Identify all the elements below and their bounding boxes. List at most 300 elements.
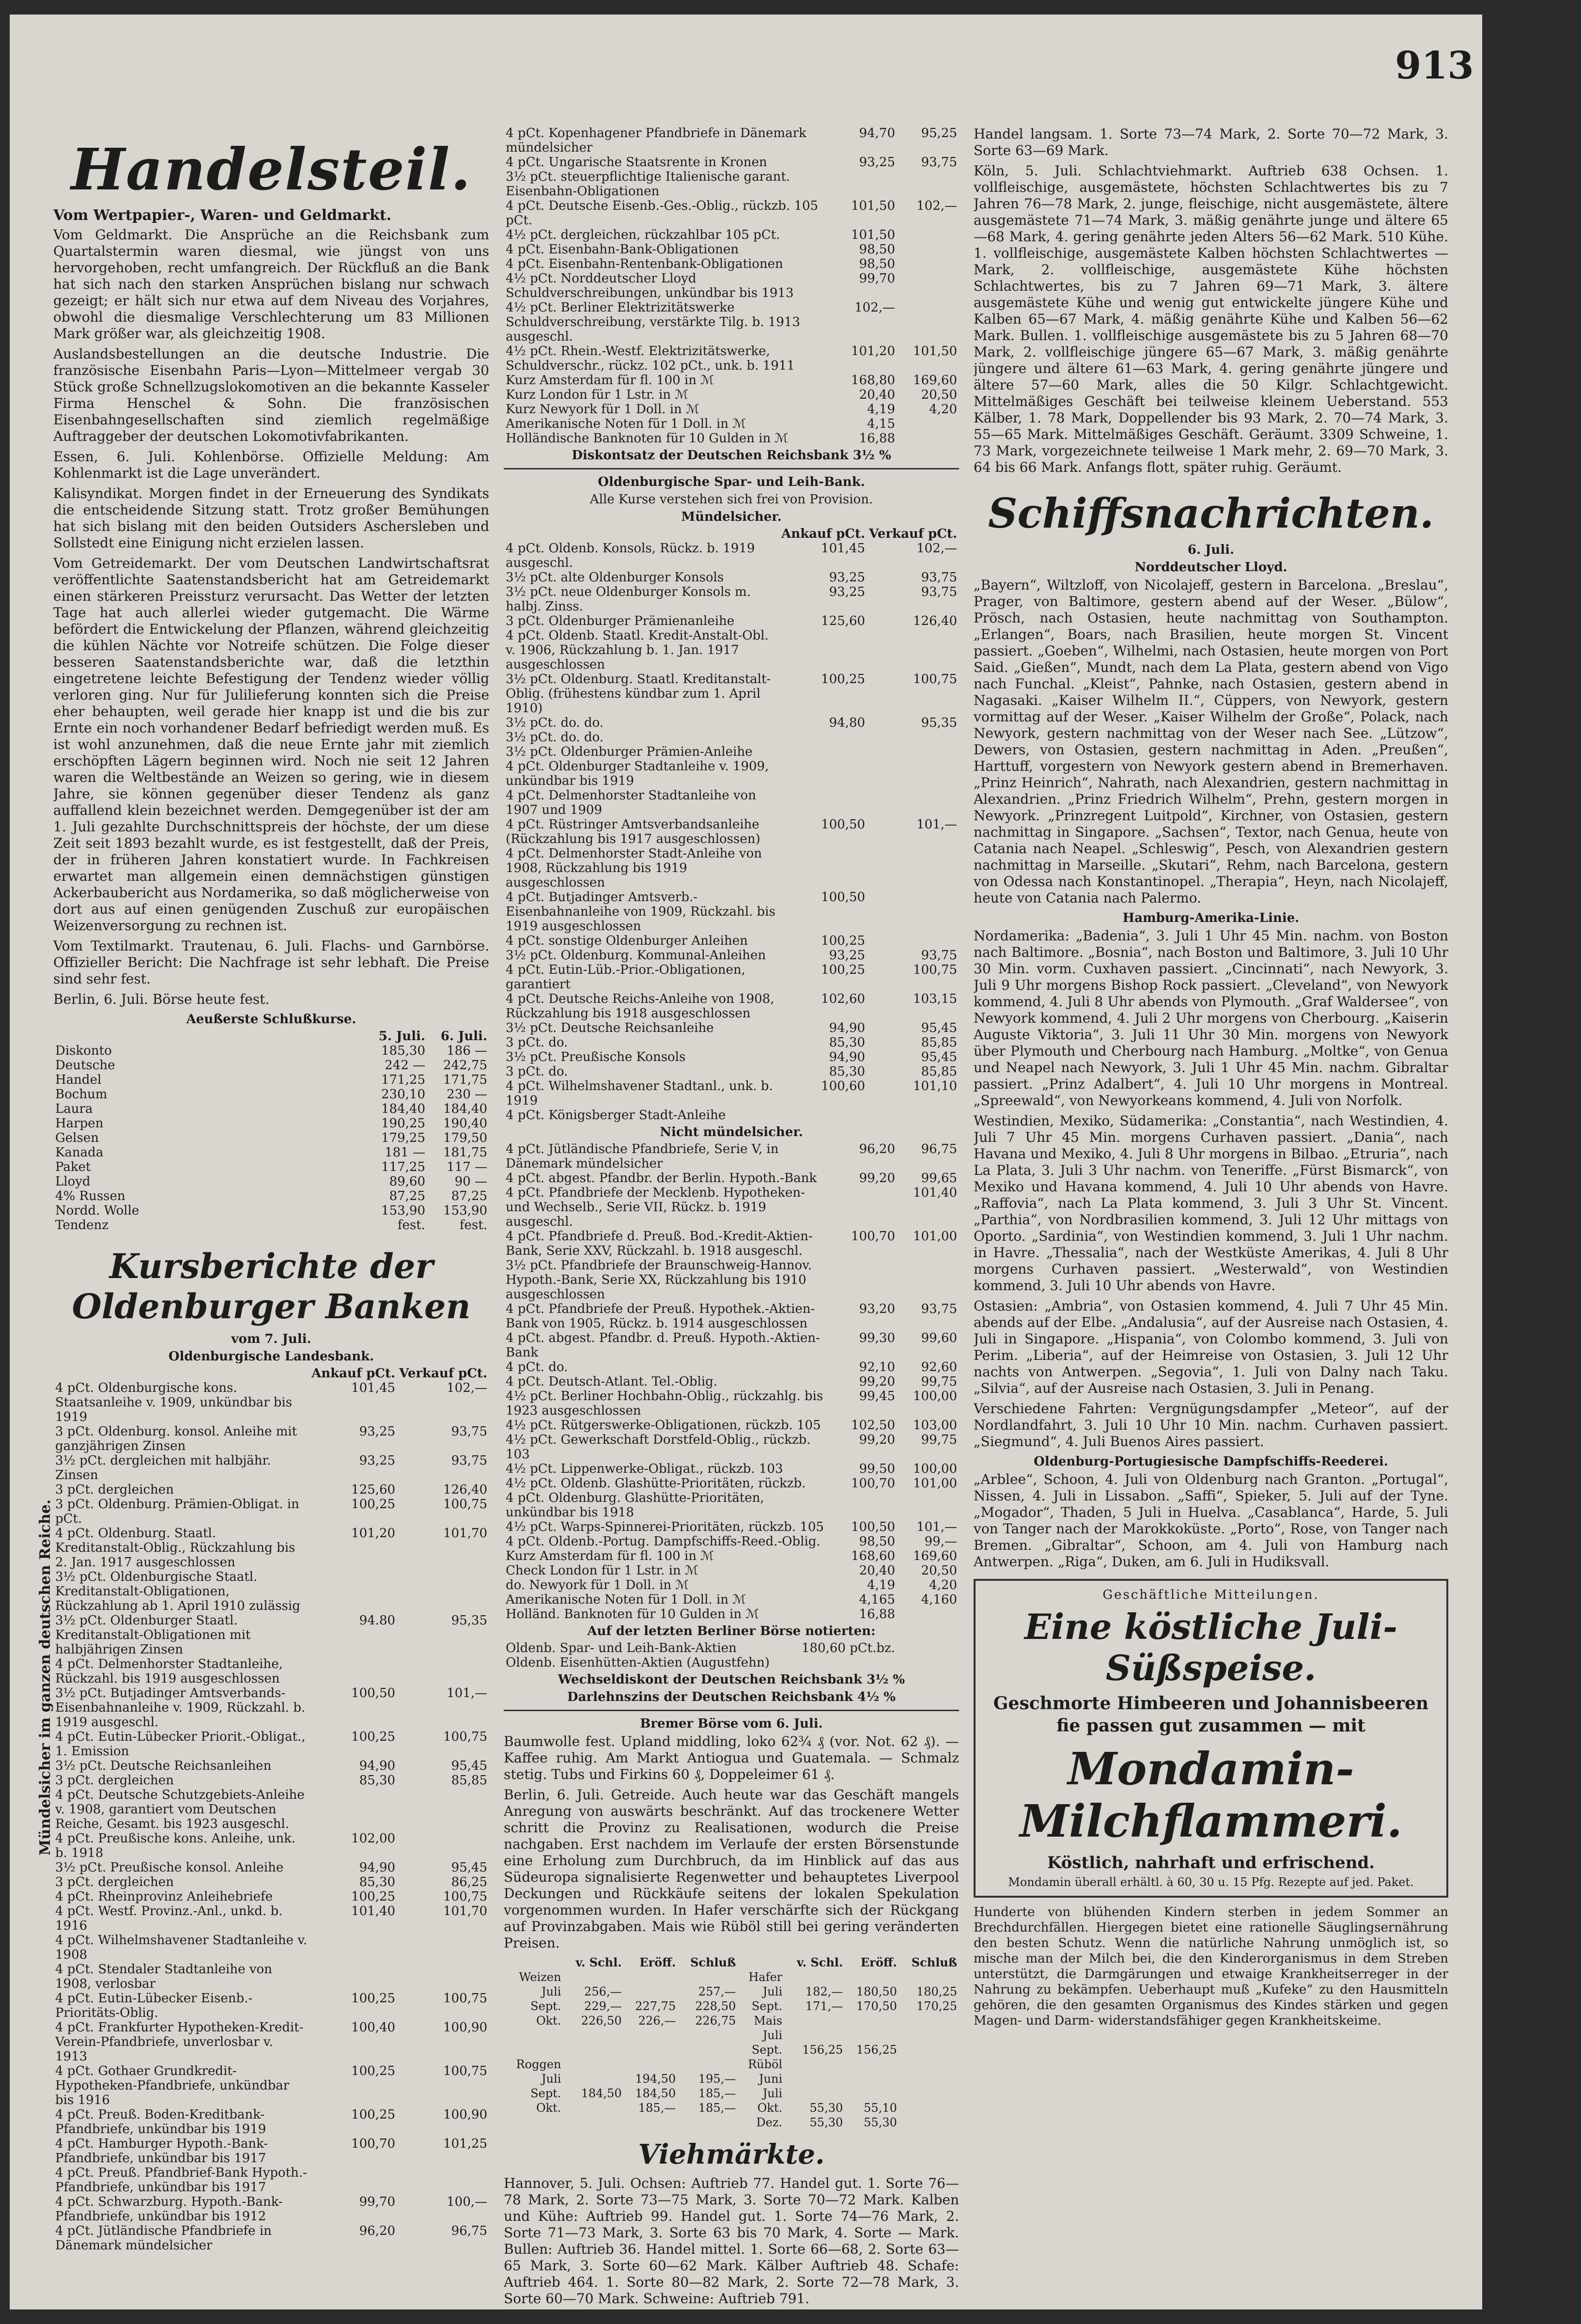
table-cell: 4½ pCt. Lippenwerke-Obligat., rückzb. 103	[506, 1462, 783, 1476]
table-cell: 93,25	[359, 1424, 396, 1439]
table-cell: 85,30	[829, 1035, 866, 1050]
table-cell: 4,20	[929, 1578, 957, 1592]
table-cell	[899, 2013, 959, 2028]
table-row	[504, 1035, 959, 1050]
berliner-boerse-note: Auf der letzten Berliner Börse notierten:	[587, 1624, 876, 1638]
table-cell	[867, 788, 959, 817]
table-cell: 153,90	[443, 1203, 487, 1218]
table-cell: 16,88	[859, 1607, 895, 1622]
table-row	[504, 948, 959, 963]
table-cell: 102,50	[851, 1418, 895, 1433]
table-cell: 100,75	[443, 1730, 487, 1744]
table-row	[504, 541, 959, 570]
table-cell: 4 pCt. Ungarische Staatsrente in Kronen	[506, 155, 767, 170]
table-row	[504, 1229, 959, 1258]
table-cell: 93,75	[451, 1424, 487, 1439]
header-cell: 6. Juli.	[440, 1029, 487, 1044]
table-cell: 4 pCt. Rheinprovinz Anleihebriefe	[55, 1889, 273, 1904]
table-cell: 4 pCt. Preuß. Pfandbrief-Bank Hypoth.-Pfandbriefe, unkündbar bis 1917	[55, 2166, 307, 2195]
table-cell: 100,70	[851, 1476, 895, 1491]
table-row	[53, 1218, 489, 1232]
table-row	[504, 585, 959, 614]
table-cell: 180,60 pCt.bz.	[801, 1641, 895, 1655]
table-cell	[504, 2115, 563, 2130]
article-paragraph: Kalisyndikat. Morgen findet in der Erneuerung des Syndikats die entscheidende Sitzung statt. Trotz großer Bemühungen hat sich bislang mit den beiden Outsiders Aschersleben und Sollstedt eine Einigung nicht erzielen lassen.	[53, 485, 489, 551]
table-cell: 101,70	[443, 1526, 487, 1541]
table-cell: 4,160	[921, 1592, 957, 1607]
hapag-title: Hamburg-Amerika-Linie.	[1122, 911, 1300, 925]
table-cell: 95,45	[921, 1050, 957, 1064]
header-cell: Ankauf pCt.	[781, 527, 866, 541]
table-cell	[779, 759, 867, 788]
table-cell: Sept.	[751, 2043, 783, 2057]
ad-header: Geschäftliche Mitteilungen.	[1102, 1588, 1319, 1602]
table-cell	[897, 300, 959, 344]
table-cell: 93,75	[921, 155, 957, 170]
table-row	[53, 1102, 489, 1116]
table-cell: Sept.	[530, 2087, 561, 2100]
table-cell: 4 pCt. Butjadinger Amtsverb.-Eisenbahnanleihe von 1909, Rückzahl. bis 1919 ausgeschlossen	[506, 890, 775, 934]
table-cell: fest.	[397, 1218, 425, 1232]
table-cell: Laura	[55, 1102, 93, 1116]
table-row	[53, 1730, 489, 1759]
table-cell: Rüböl	[748, 2058, 783, 2071]
table-cell	[397, 1657, 489, 1686]
table-cell: 4 pCt. Deutsche Reichs-Anleihe von 1908, Rückzahlung bis 1918 ausgeschlossen	[506, 992, 775, 1021]
ad-title: Eine köstliche Juli-Süßspeise.	[1024, 1606, 1397, 1688]
table-cell: 85,30	[829, 1064, 866, 1079]
table-cell: 184,50	[635, 2087, 676, 2100]
table-row	[504, 2086, 959, 2101]
table-row	[53, 1087, 489, 1102]
table-row	[53, 1831, 489, 1860]
table-cell: 100,75	[913, 672, 957, 686]
table-cell: 94,70	[859, 126, 895, 140]
table-row	[504, 963, 959, 992]
table-cell: 20,40	[859, 388, 895, 402]
table-cell: 95,35	[451, 1613, 487, 1628]
table-cell: 4 pCt. do.	[506, 1360, 568, 1374]
table-cell	[784, 2072, 845, 2086]
table-cell	[678, 2115, 738, 2130]
table-cell: 4½ pCt. Gewerkschaft Dorstfeld-Oblig., rückzb. 103	[506, 1433, 811, 1462]
table-cell: 3 pCt. Oldenburger Prämienanleihe	[506, 614, 735, 628]
table-cell: 117,25	[381, 1160, 425, 1174]
table-cell: 100,25	[351, 1991, 396, 2006]
aktien-table	[504, 1641, 959, 1670]
table-cell: 85,85	[921, 1064, 957, 1079]
table-cell: 100,60	[821, 1079, 866, 1093]
table-cell	[678, 2043, 738, 2057]
table-cell: 4 pCt. Delmenhorster Stadtanleihe, Rückzahl. bis 1919 ausgeschlossen	[55, 1657, 283, 1686]
table-cell: 4½ pCt. Rütgerswerke-Obligationen, rückzb. 105	[506, 1418, 821, 1433]
table-cell: 101,40	[913, 1185, 957, 1200]
table-cell: 94,90	[829, 1021, 866, 1035]
table-cell: 156,25	[802, 2043, 843, 2057]
table-cell: 227,75	[635, 1999, 676, 2013]
table-row	[504, 992, 959, 1021]
table-row	[53, 1613, 489, 1657]
table-cell: 3 pCt. dergleichen	[55, 1875, 174, 1889]
table-cell: 4 pCt. Hamburger Hypoth.-Bank-Pfandbriefe, unkündbar bis 1917	[55, 2137, 268, 2166]
table-cell: 4 pCt. Oldenburg. Glashütte-Prioritäten, unkündbar bis 1918	[506, 1491, 764, 1520]
table-cell: 4 pCt. Kopenhagener Pfandbriefe in Dänemark mündelsicher	[506, 126, 806, 155]
table-cell: 101,00	[913, 1229, 957, 1244]
table-cell: Juli	[762, 1985, 783, 1998]
table-cell	[897, 1655, 959, 1670]
table-row	[504, 1331, 959, 1360]
table-cell	[897, 431, 959, 446]
table-cell: Paket	[55, 1160, 91, 1174]
table-row	[53, 1131, 489, 1145]
table-cell: 3½ pCt. Oldenburger Staatl. Kreditanstalt-Obligationen mit halbjährigen Zinsen	[55, 1613, 251, 1657]
table-cell: 190,40	[443, 1116, 487, 1131]
table-cell	[899, 2072, 959, 2086]
table-cell: 3½ pCt. Oldenburgische Staatl. Kreditanstalt-Obligationen, Rückzahlung ab 1. April 1910 zulässig	[55, 1570, 300, 1613]
table-cell: 3 pCt. do.	[506, 1035, 568, 1050]
table-cell: 230 —	[447, 1087, 487, 1102]
table-cell	[845, 2013, 899, 2028]
table-row	[504, 570, 959, 585]
table-cell	[779, 628, 867, 672]
table-cell: 99,30	[859, 1331, 895, 1345]
table-row	[53, 1497, 489, 1526]
table-row	[53, 1991, 489, 2020]
table-row	[504, 716, 959, 730]
table-cell	[397, 1962, 489, 1991]
table-row	[53, 2064, 489, 2107]
table-cell: 4% Russen	[55, 1189, 125, 1203]
table-cell	[897, 1258, 959, 1302]
table-cell	[845, 1970, 899, 1984]
table-cell: 184,40	[443, 1102, 487, 1116]
table-cell: 230,10	[381, 1087, 425, 1102]
table-cell: Amerikanische Noten für 1 Doll. in ℳ	[506, 1592, 746, 1607]
table-cell: v. Schl.	[797, 1955, 843, 1969]
table-cell: 100,25	[821, 934, 866, 948]
table-cell: Okt.	[536, 2101, 561, 2115]
table-cell: 242,75	[443, 1058, 487, 1073]
table-cell: 100,00	[913, 1462, 957, 1476]
table-cell: 85,30	[359, 1773, 396, 1788]
table-cell: 3½ pCt. Deutsche Reichsanleihen	[55, 1759, 272, 1773]
nicht-mundel-table	[504, 1142, 959, 1622]
table-row	[504, 1563, 959, 1578]
wechseldiskont: Wechseldiskont der Deutschen Reichsbank 3½ %	[558, 1672, 905, 1687]
table-cell: 190,25	[381, 1116, 425, 1131]
sparbank-note: Alle Kurse verstehen sich frei von Provision.	[589, 492, 873, 507]
ad-tagline: Köstlich, nahrhaft und erfrischend.	[1047, 1853, 1375, 1872]
verschiedene-text: Verschiedene Fahrten: Vergnügungsdampfer „Meteor“, auf der Nordlandfahrt, 3. Juli 10 Uhr 10 Min. nachm. Curhaven passiert. „Siegmund“, 4. Juli Buenos Aires passiert.	[974, 1401, 1448, 1450]
kufeke-text: Hunderte von blühenden Kindern sterben in jedem Sommer an Brechdurchfällen. Hiergegen bietet eine rationelle Säuglingsernährung den besten Schutz. Wenn die natürliche Nahrung unmöglich ist, so mische man der Milch bei, die den Kinderorganismus in dem Streben unterstützt, die Darmgärungen und etwaige Krankheitserreger in der Nahrung zu bekämpfen. Ueberhaupt muß „Kufeke“ zu den Hausmitteln gehören, die den gesamten Organismus des Kindes stärken und gegen Magen- und Darm- widerstandsfähiger gegen Krankheitskeime.	[974, 1905, 1448, 2028]
table-cell: 96,20	[359, 2224, 396, 2238]
table-cell: 100,—	[447, 2195, 487, 2209]
table-cell: Kurz London für 1 Lstr. in ℳ	[506, 388, 689, 402]
section-subtitle: Vom Wertpapier-, Waren- und Geldmarkt.	[53, 207, 392, 224]
table-cell: 4½ pCt. Berliner Elektrizitätswerke Schuldverschreibung, verstärkte Tilg. b. 1913 ausgeschl.	[506, 300, 800, 344]
table-cell: Okt.	[757, 2101, 783, 2115]
table-cell: 4½ pCt. Norddeutscher Lloyd Schuldverschreibungen, unkündbar bis 1913	[506, 271, 794, 300]
table-cell: 101,50	[851, 199, 895, 213]
table-cell	[397, 1788, 489, 1831]
table-cell	[779, 745, 867, 759]
getreide-table	[504, 1955, 959, 2130]
table-cell: 185,30	[381, 1044, 425, 1058]
table-cell: 185,—	[698, 2101, 736, 2115]
table-row	[53, 1962, 489, 1991]
table-row	[504, 1549, 959, 1563]
nicht-mundelsicher-label: Nicht mündelsicher.	[660, 1125, 803, 1139]
table-cell: 93,25	[829, 585, 866, 599]
table-cell: 179,25	[381, 1131, 425, 1145]
table-cell: 102,00	[351, 1831, 396, 1846]
table-cell: 101,20	[851, 344, 895, 359]
table-cell: 4 pCt. Oldenburg. Staatl. Kreditanstalt-Oblig., Rückzahlung bis 2. Jan. 1917 ausgeschlossen	[55, 1526, 295, 1570]
table-row	[504, 1050, 959, 1064]
table-cell	[624, 2028, 678, 2043]
ostasien-text: Ostasien: „Ambria“, von Ostasien kommend, 4. Juli 7 Uhr 45 Min. abends auf der Elbe. „Andalusia“, auf der Ausreise nach Ostasien, 4. Juli in Singapore. „Hispania“, von Colombo kommend, 3. Juli von Perim. „Liberia“, auf der Heimreise von Ostasien, 3. Juli 12 Uhr nachts von Antwerpen. „Segovia“, 1. Juli von Dalny nach Taku. „Silvia“, auf der Ausreise nach Ostasien, 3. Juli in Penang.	[974, 1298, 1448, 1396]
table-cell: 101,—	[916, 817, 957, 832]
table-row	[53, 1773, 489, 1788]
table-cell: 4 pCt. Deutsch-Atlant. Tel.-Oblig.	[506, 1374, 718, 1389]
table-cell: 100,40	[351, 2020, 396, 2035]
table-row	[504, 1970, 959, 1984]
table-cell: 99,20	[859, 1433, 895, 1447]
table-cell: Kurz Amsterdam für fl. 100 in ℳ	[506, 373, 714, 388]
table-row	[504, 242, 959, 257]
table-cell	[899, 2115, 959, 2130]
table-cell: 99,20	[859, 1374, 895, 1389]
table-cell: 4,20	[929, 402, 957, 417]
table-cell: 226,75	[695, 2014, 736, 2028]
table-cell: 228,50	[695, 1999, 736, 2013]
table-cell: Holländ. Banknoten für 10 Gulden in ℳ	[506, 1607, 760, 1622]
table-cell: 4 pCt. Delmenhorster Stadtanleihe von 1907 und 1909	[506, 788, 756, 817]
table-cell: 87,25	[389, 1189, 425, 1203]
table-cell	[867, 934, 959, 948]
westindien-text: Westindien, Mexiko, Südamerika: „Constantia“, nach Westindien, 4. Juli 7 Uhr 45 Min. morgens Curhaven passiert. „Dania“, nach Havana und Mexiko, 4. Juli 8 Uhr morgens in Bilbao. „Etruria“, nach La Plata, 3. Juli 3 Uhr nachm. von Teneriffe. „Fürst Bismarck“, von Mexiko und Havana kommend, 4. Juli 10 Uhr abends von Havre. „Raffovia“, nach La Plata kommend, 3. Juli 3 Uhr St. Vincent. „Parthia“, von Nordbrasilien kommend, 3. Juli 12 Uhr mittags von Oporto. „Sardinia“, von Westindien kommend, 3. Juli 1 Uhr nachm. in Havre. „Thessalia“, nach der Westküste Amerikas, 4. Juli 8 Uhr morgens Curhaven passiert. „Westerwald“, von Westindien kommend, 3. Juli 10 Uhr abends von Havre.	[974, 1113, 1448, 1294]
table-cell: 4½ pCt. dergleichen, rückzahlbar 105 pCt.	[506, 228, 780, 242]
ad-subtitle: Geschmorte Himbeeren und Johannisbeeren fie passen gut zusammen — mit	[993, 1693, 1429, 1736]
table-cell: 4½ pCt. Oldenb. Glashütte-Prioritäten, rückzb.	[506, 1476, 806, 1491]
table-cell: 4 pCt. Eutin-Lübecker Eisenb.-Prioritäts-Oblig.	[55, 1991, 253, 2020]
bremer-boerse-title: Bremer Börse vom 6. Juli.	[640, 1716, 823, 1731]
table-cell	[899, 2086, 959, 2101]
table-cell: 95,25	[921, 126, 957, 140]
table-cell	[397, 1570, 489, 1613]
table-row	[504, 1641, 959, 1655]
table-cell	[624, 1970, 678, 1984]
table-cell: 4 pCt. Oldenburger Stadtanleihe v. 1909, unkündbar bis 1919	[506, 759, 769, 788]
table-cell: 99,70	[359, 2195, 396, 2209]
table-cell	[784, 2013, 845, 2028]
header-cell: Ankauf pCt.	[311, 1366, 396, 1381]
table-cell: Dez.	[756, 2116, 783, 2129]
table-cell: 99,—	[924, 1534, 957, 1549]
page-number: 913	[1395, 44, 1474, 88]
table-cell: Sept.	[751, 1999, 783, 2013]
table-row	[504, 1374, 959, 1389]
table-cell	[563, 1970, 623, 1984]
header-cell	[504, 527, 779, 541]
table-cell	[897, 257, 959, 271]
table-cell: 101,—	[916, 1520, 957, 1534]
table-cell: 125,60	[821, 614, 866, 628]
table-cell: 4 pCt. Jütländische Pfandbriefe, Serie V, in Dänemark mündelsicher	[506, 1142, 779, 1171]
table-cell: Lloyd	[55, 1174, 91, 1189]
table-row	[504, 388, 959, 402]
table-cell	[800, 1655, 897, 1670]
table-cell: 4 pCt. Deutsche Eisenb.-Ges.-Oblig., rückzb. 105 pCt.	[506, 199, 819, 228]
table-header	[504, 1955, 959, 1970]
table-row	[504, 1185, 959, 1229]
table-cell	[835, 1258, 897, 1302]
table-cell: 180,25	[916, 1985, 957, 1998]
schiff-date: 6. Juli.	[1187, 543, 1235, 557]
table-cell: 99,75	[921, 1433, 957, 1447]
table-row	[53, 1044, 489, 1058]
table-row	[504, 126, 959, 155]
table-cell: 100,70	[351, 2137, 396, 2151]
table-cell	[678, 2028, 738, 2043]
table-cell: 181,75	[443, 1145, 487, 1160]
table-cell: 103,15	[913, 992, 957, 1006]
table-row	[504, 730, 959, 745]
table-cell: 4 pCt. sonstige Oldenburger Anleihen	[506, 934, 748, 948]
top-kurse-table	[504, 126, 959, 446]
table-cell: 3 pCt. dergleichen	[55, 1773, 174, 1788]
table-row	[504, 417, 959, 431]
article-paragraph: Vom Geldmarkt. Die Ansprüche an die Reichsbank zum Quartalstermin waren diesmal, wie jüngst von uns hervorgehoben, recht umfangreich. Der Rückfluß an die Bank hat sich nach den starken Ansprüchen bislang nur schwach gezeigt; er hält sich nur etwa auf dem Niveau des Vorjahres, obwohl die diesmalige Verschlechterung um 83 Millionen Mark größer war, als gleichzeitig 1908.	[53, 227, 489, 342]
table-cell	[867, 730, 959, 745]
table-cell: Gelsen	[55, 1131, 99, 1145]
table-cell: Nordd. Wolle	[55, 1203, 140, 1218]
table-row	[504, 672, 959, 716]
table-row	[504, 2028, 959, 2043]
table-cell	[867, 759, 959, 788]
table-cell: 4 pCt. Schwarzburg. Hypoth.-Bank-Pfandbriefe, unkündbar bis 1912	[55, 2195, 283, 2224]
table-cell: 99,45	[859, 1389, 895, 1404]
table-cell: Oldenb. Spar- und Leih-Bank-Aktien	[506, 1641, 737, 1655]
table-row	[53, 2166, 489, 2195]
table-cell: 101,45	[821, 541, 866, 556]
table-cell: 169,60	[913, 373, 957, 388]
table-cell	[397, 1831, 489, 1860]
table-cell: 4 pCt. Oldenb.-Portug. Dampfschiffs-Reed.-Oblig.	[506, 1534, 821, 1549]
table-cell: 87,25	[451, 1189, 487, 1203]
ad-brand: Mondamin-Milchflammeri.	[1020, 1743, 1402, 1847]
table-row	[504, 2101, 959, 2115]
table-row	[504, 344, 959, 373]
table-cell: 93,75	[451, 1453, 487, 1468]
table-row	[504, 890, 959, 934]
table-cell	[504, 2043, 563, 2057]
table-cell: 95,45	[921, 1021, 957, 1035]
table-row	[504, 2013, 959, 2028]
table-cell: 85,30	[359, 1875, 396, 1889]
schluss-title: Aeußerste Schlußkurse.	[186, 1012, 356, 1027]
table-cell: 4 pCt. abgest. Pfandbr. der Berlin. Hypoth.-Bank	[506, 1171, 817, 1185]
table-cell: Juni	[759, 2072, 783, 2086]
table-cell: 100,25	[351, 1889, 396, 1904]
table-cell: 100,25	[821, 672, 866, 686]
table-cell	[867, 628, 959, 672]
table-cell: 4 pCt. Rüstringer Amtsverbandsanleihe (Rückzahlung bis 1917 ausgeschlossen)	[506, 817, 760, 846]
table-row	[504, 271, 959, 300]
article-paragraph: Essen, 6. Juli. Kohlenbörse. Offizielle Meldung: Am Kohlenmarkt ist die Lage unverändert.	[53, 449, 489, 481]
table-row	[504, 300, 959, 344]
table-cell: 3½ pCt. Oldenburg. Kommunal-Anleihen	[506, 948, 766, 963]
table-cell: 101,00	[913, 1476, 957, 1491]
table-cell	[397, 1933, 489, 1962]
table-cell: 226,50	[581, 2014, 622, 2028]
divider	[504, 468, 959, 469]
table-cell: 90 —	[454, 1174, 487, 1189]
table-cell: 195,—	[698, 2072, 736, 2086]
table-cell: 85,85	[451, 1773, 487, 1788]
table-cell: 3½ pCt. Deutsche Reichsanleihe	[506, 1021, 714, 1035]
table-cell: 100,75	[443, 1497, 487, 1512]
table-cell: 4½ pCt. Warps-Spinnerei-Prioritäten, rückzb. 105	[506, 1520, 824, 1534]
table-cell	[563, 2028, 623, 2043]
landesbank-title: Oldenburgische Landesbank.	[168, 1349, 374, 1364]
table-row	[53, 1686, 489, 1730]
table-row	[53, 1189, 489, 1203]
table-row	[504, 1462, 959, 1476]
table-cell: 100,50	[851, 1520, 895, 1534]
table-cell: 101,25	[443, 2137, 487, 2151]
berlin-getreide-text: Berlin, 6. Juli. Getreide. Auch heute war das Geschäft mangels Anregung von auswärts beschränkt. Auf das trockenere Wetter schritt die Provinz zu Realisationen, wodurch die Preise nachgaben. Erst nachdem im Verlaufe der ersten Börsenstunde eine Erholung zum Durchbruch, da im Hinblick auf das aus Südeuropa signalisierte Regenwetter und behauptetes Liverpool Deckungen und Rückkäufe seitens der lokalen Spekulation vorgenommen wurden. In Hafer verschärfte sich der Rückgang auf Provinzabgaben. Mais wie Rüböl still bei gering veränderten Preisen.	[504, 1787, 959, 1951]
berlin-line: Berlin, 6. Juli. Börse heute fest.	[53, 991, 270, 1007]
table-cell: Juli	[542, 2072, 561, 2086]
table-cell: 55,10	[864, 2101, 897, 2115]
table-cell: 100,50	[351, 1686, 396, 1700]
table-cell	[624, 2043, 678, 2057]
table-row	[504, 1064, 959, 1079]
table-row	[504, 1534, 959, 1549]
table-cell: 3½ pCt. alte Oldenburger Konsols	[506, 570, 724, 585]
table-cell: Holländische Banknoten für 10 Gulden in ℳ	[506, 431, 789, 446]
table-cell	[563, 2072, 623, 2086]
column-3	[974, 126, 1448, 2028]
table-cell: 3½ pCt. Oldenburger Prämien-Anleihe	[506, 745, 753, 759]
table-row	[504, 2072, 959, 2086]
table-cell: 20,50	[921, 1563, 957, 1578]
table-cell: 55,30	[864, 2116, 897, 2129]
table-cell: 4 pCt. Eutin-Lüb.-Prior.-Obligationen, garantiert	[506, 963, 745, 992]
table-cell: 4 pCt. Westf. Provinz.-Anl., unkd. b. 1916	[55, 1904, 283, 1933]
table-row	[504, 1491, 959, 1520]
table-cell: 117 —	[447, 1160, 487, 1174]
table-cell: 93,25	[829, 948, 866, 963]
table-cell: 185,—	[638, 2101, 676, 2115]
table-cell: 226,—	[638, 2014, 676, 2028]
table-cell	[899, 2028, 959, 2043]
table-cell	[835, 170, 897, 199]
table-cell: 229,—	[584, 1999, 622, 2013]
table-cell: 3 pCt. Oldenburg. Prämien-Obligat. in pCt.	[55, 1497, 299, 1526]
bremer-boerse-text: Baumwolle fest. Upland middling, loko 62¾ ₰ (vor. Not. 62 ₰). — Kaffee ruhig. Am Markt Antiogua und Guatemala. — Schmalz stetig. Tubs und Firkins 60 ₰, Doppeleimer 61 ₰.	[504, 1733, 959, 1782]
table-cell	[678, 1970, 738, 1984]
table-cell: 168,80	[851, 373, 895, 388]
table-cell	[779, 788, 867, 817]
viehmaerkte-text: Hannover, 5. Juli. Ochsen: Auftrieb 77. Handel gut. 1. Sorte 76—78 Mark, 2. Sorte 73—75 Mark, 3. Sorte 70—72 Mark. Kalben und Kühe: Auftrieb 99. Handel gut. 1. Sorte 74—76 Mark, 2. Sorte 71—73 Mark, 3. Sorte 63 bis 70 Mark, 4. Sorte — Mark. Bullen: Auftrieb 36. Handel mittel. 1. Sorte 66—68, 2. Sorte 63—65 Mark, 3. Sorte 60—62 Mark. Kälber Auftrieb 48. Schafe: Auftrieb 464. 1. Sorte 80—82 Mark, 2. Sorte 72—78 Mark, 3. Sorte 60—70 Mark. Schweine: Auftrieb 791.	[504, 2175, 959, 2307]
table-cell	[899, 2101, 959, 2115]
table-cell: 3½ pCt. steuerpflichtige Italienische garant. Eisenbahn-Obligationen	[506, 170, 790, 199]
table-cell: Bochum	[55, 1087, 108, 1102]
table-cell: 94,90	[359, 1860, 396, 1875]
table-cell: 101,45	[351, 1381, 396, 1395]
